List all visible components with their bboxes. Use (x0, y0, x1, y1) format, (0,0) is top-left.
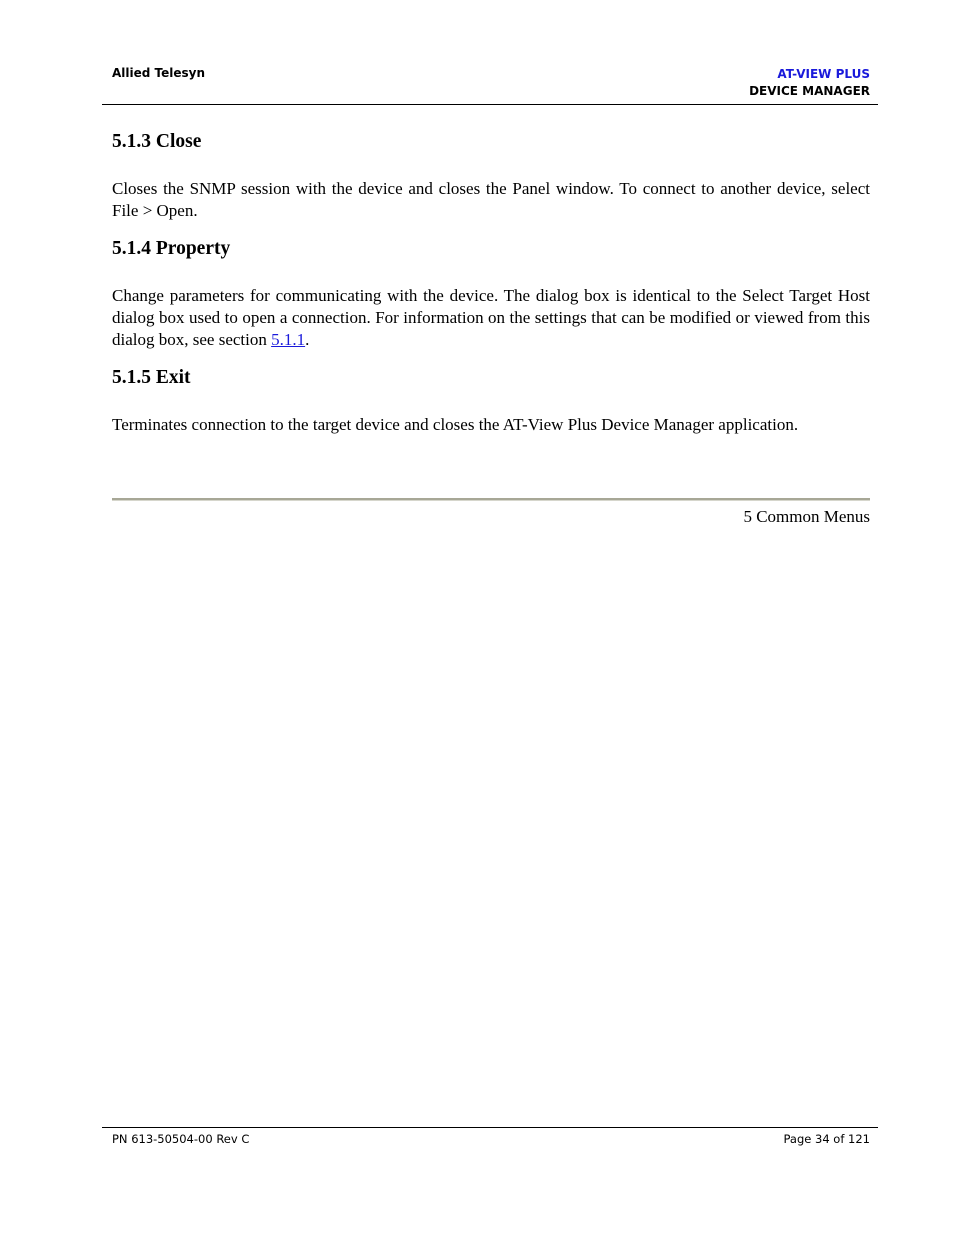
footer-part-number: PN 613-50504-00 Rev C (112, 1132, 250, 1146)
section-heading: 5.1.4 Property (112, 238, 231, 259)
section-cross-reference-link[interactable]: 5.1.1 (271, 330, 306, 349)
header-subtitle: DEVICE MANAGER (749, 84, 870, 98)
body-text-end: . (305, 330, 310, 349)
page-content (112, 128, 870, 449)
footer-divider (102, 1127, 878, 1128)
section-body (112, 285, 870, 351)
body-text: Change parameters for communicating with the device. The dialog box is identical to the Select Target Host dialog box used to open a connection. For information on the settings that can be modified or viewed from this dialog box, see section (112, 286, 870, 349)
footer-page-number: Page 34 of 121 (783, 1132, 870, 1146)
chapter-end-divider (112, 498, 870, 501)
section-body: Terminates connection to the target device and closes the AT-View Plus Device Manager application. (112, 415, 799, 434)
section-close (112, 128, 870, 222)
header-company: Allied Telesyn (112, 66, 206, 80)
header-product-block (749, 66, 870, 100)
section-body: Closes the SNMP session with the device and closes the Panel window. To connect to another device, select File > Open. (112, 179, 870, 220)
section-exit (112, 364, 870, 436)
header-divider (102, 104, 878, 105)
chapter-footer: 5 Common Menus (743, 507, 870, 526)
section-heading: 5.1.3 Close (112, 131, 202, 152)
section-heading: 5.1.5 Exit (112, 367, 191, 388)
section-property (112, 235, 870, 351)
header-product: AT-VIEW PLUS (777, 67, 870, 81)
